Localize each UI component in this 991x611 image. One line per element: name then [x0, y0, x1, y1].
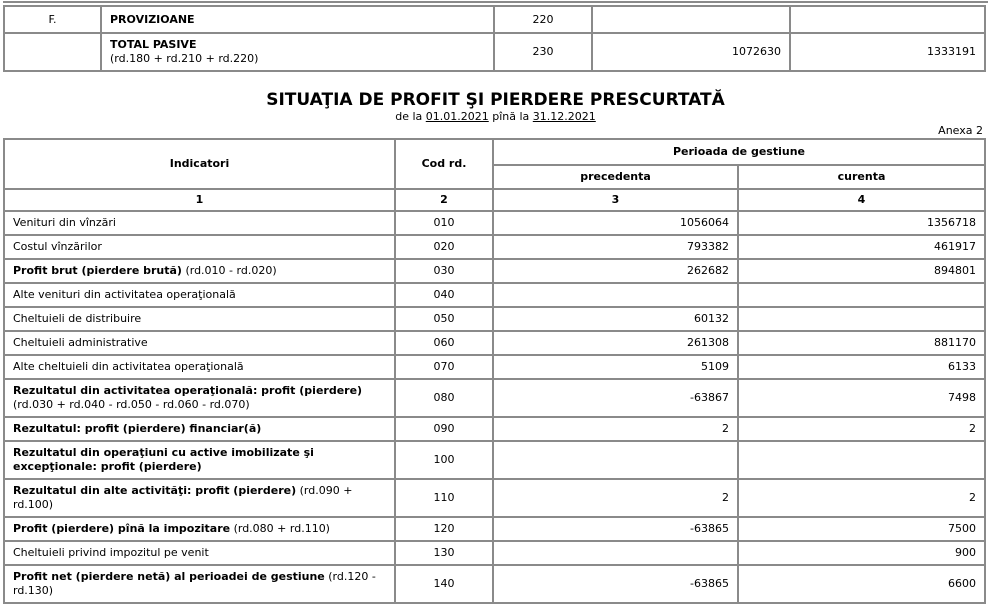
- row-label-text: PROVIZIOANE: [110, 12, 195, 26]
- row-code: 030: [395, 259, 493, 283]
- row-formula: (rd.180 + rd.210 + rd.220): [110, 52, 259, 65]
- row-label-text: Profit (pierdere) pînă la impozitare: [13, 522, 231, 535]
- table-row: [4, 307, 985, 331]
- indicators-header: Indicatori: [4, 139, 395, 189]
- row-formula: (rd.030 + rd.040 - rd.050 - rd.060 - rd.070): [13, 398, 250, 411]
- table-row: [4, 259, 985, 283]
- value-precedenta: 5109: [493, 355, 738, 379]
- row-label-text: Costul vînzărilor: [13, 240, 102, 253]
- table-row: [4, 211, 985, 235]
- value-curenta: 2: [738, 417, 985, 441]
- row-code: 090: [395, 417, 493, 441]
- table-row: [4, 33, 985, 71]
- row-formula: (rd.080 + rd.110): [233, 522, 330, 535]
- precedenta-header: precedenta: [493, 165, 738, 189]
- value-precedenta: -63865: [493, 565, 738, 603]
- annex-label: Anexa 2: [938, 124, 983, 137]
- value-precedenta: [493, 441, 738, 479]
- period-prefix: de la: [395, 110, 423, 123]
- row-label-text: Rezultatul din activitatea operaţională: profit (pierdere): [13, 384, 363, 397]
- row-label: [4, 259, 395, 283]
- table-row: [4, 479, 985, 517]
- value-precedenta: [592, 6, 790, 33]
- row-label-text: Cheltuieli de distribuire: [13, 312, 142, 325]
- value-precedenta: [493, 541, 738, 565]
- page-title: SITUAŢIA DE PROFIT ŞI PIERDERE PRESCURTATĂ: [266, 90, 725, 110]
- row-label: [101, 33, 494, 71]
- value-curenta: 894801: [738, 259, 985, 283]
- value-curenta: [738, 283, 985, 307]
- row-formula: (rd.010 - rd.020): [185, 264, 277, 277]
- table-row: [4, 441, 985, 479]
- row-label: [4, 307, 395, 331]
- row-label: [4, 283, 395, 307]
- table-row: [4, 331, 985, 355]
- value-curenta: [738, 307, 985, 331]
- row-code: 080: [395, 379, 493, 417]
- row-label-text: Alte venituri din activitatea operaţională: [13, 288, 236, 301]
- period-group-header: Perioada de gestiune: [493, 139, 985, 165]
- row-label-text: Alte cheltuieli din activitatea operaţională: [13, 360, 244, 373]
- value-curenta: 1333191: [790, 33, 985, 71]
- curenta-header: curenta: [738, 165, 985, 189]
- col-number: 1: [4, 189, 395, 211]
- row-label: [4, 417, 395, 441]
- row-letter: [4, 33, 101, 71]
- row-code: 060: [395, 331, 493, 355]
- value-precedenta: 262682: [493, 259, 738, 283]
- row-code: 230: [494, 33, 592, 71]
- table-row: [4, 417, 985, 441]
- value-precedenta: -63867: [493, 379, 738, 417]
- row-letter: F.: [4, 6, 101, 33]
- row-code: 050: [395, 307, 493, 331]
- row-label: [101, 6, 494, 33]
- row-label-text: Profit brut (pierdere brută): [13, 264, 182, 277]
- row-formula: (rd.120 - rd.130): [13, 570, 376, 597]
- column-numbers-row: [4, 189, 985, 211]
- value-precedenta: 1056064: [493, 211, 738, 235]
- row-label: [4, 565, 395, 603]
- row-label: [4, 541, 395, 565]
- value-curenta: 900: [738, 541, 985, 565]
- row-label: [4, 479, 395, 517]
- table-row: [4, 235, 985, 259]
- row-code: 130: [395, 541, 493, 565]
- table-row: [4, 517, 985, 541]
- value-curenta: 7500: [738, 517, 985, 541]
- row-label: [4, 355, 395, 379]
- profit-loss-table: [3, 138, 986, 604]
- value-curenta: 461917: [738, 235, 985, 259]
- balance-sheet-tail-table: [3, 5, 986, 72]
- value-curenta: 881170: [738, 331, 985, 355]
- row-code: 100: [395, 441, 493, 479]
- value-curenta: 7498: [738, 379, 985, 417]
- row-label: [4, 441, 395, 479]
- value-precedenta: 2: [493, 417, 738, 441]
- value-precedenta: [493, 283, 738, 307]
- row-label-text: Rezultatul din alte activităţi: profit (pierdere): [13, 484, 297, 497]
- col-number: 4: [738, 189, 985, 211]
- header-row: [4, 139, 985, 165]
- row-label: [4, 379, 395, 417]
- row-code: 140: [395, 565, 493, 603]
- row-code: 020: [395, 235, 493, 259]
- report-period: [0, 110, 991, 123]
- row-label-text: Profit net (pierdere netă) al perioadei de gestiune: [13, 570, 325, 583]
- value-precedenta: 261308: [493, 331, 738, 355]
- value-curenta: 1356718: [738, 211, 985, 235]
- row-code: 040: [395, 283, 493, 307]
- table-row: [4, 565, 985, 603]
- row-label: [4, 331, 395, 355]
- cropped-previous-row-border: [3, 1, 988, 3]
- period-middle: pînă la: [492, 110, 530, 123]
- code-header: Cod rd.: [395, 139, 493, 189]
- value-curenta: [738, 441, 985, 479]
- value-curenta: 6600: [738, 565, 985, 603]
- row-label: [4, 235, 395, 259]
- value-precedenta: 2: [493, 479, 738, 517]
- row-code: 220: [494, 6, 592, 33]
- table-row: [4, 379, 985, 417]
- row-code: 070: [395, 355, 493, 379]
- value-curenta: 6133: [738, 355, 985, 379]
- row-label-text: Rezultatul din operaţiuni cu active imobilizate şi excepţionale: profit (pierdere): [13, 446, 314, 473]
- row-formula: (rd.090 + rd.100): [13, 484, 353, 511]
- table-row: [4, 283, 985, 307]
- row-label: [4, 211, 395, 235]
- row-code: 010: [395, 211, 493, 235]
- value-precedenta: 793382: [493, 235, 738, 259]
- table-row: [4, 355, 985, 379]
- row-label-text: Venituri din vînzări: [13, 216, 116, 229]
- col-number: 3: [493, 189, 738, 211]
- row-code: 110: [395, 479, 493, 517]
- date-to: 31.12.2021: [532, 110, 596, 123]
- row-label-text: TOTAL PASIVE: [110, 38, 197, 51]
- row-label-text: Cheltuieli administrative: [13, 336, 148, 349]
- value-curenta: [790, 6, 985, 33]
- date-from: 01.01.2021: [425, 110, 489, 123]
- value-precedenta: 1072630: [592, 33, 790, 71]
- table-row: [4, 541, 985, 565]
- row-code: 120: [395, 517, 493, 541]
- value-precedenta: -63865: [493, 517, 738, 541]
- value-precedenta: 60132: [493, 307, 738, 331]
- row-label-text: Rezultatul: profit (pierdere) financiar(ă): [13, 422, 262, 435]
- row-label-text: Cheltuieli privind impozitul pe venit: [13, 546, 209, 559]
- table-row: [4, 6, 985, 33]
- row-label: [4, 517, 395, 541]
- col-number: 2: [395, 189, 493, 211]
- value-curenta: 2: [738, 479, 985, 517]
